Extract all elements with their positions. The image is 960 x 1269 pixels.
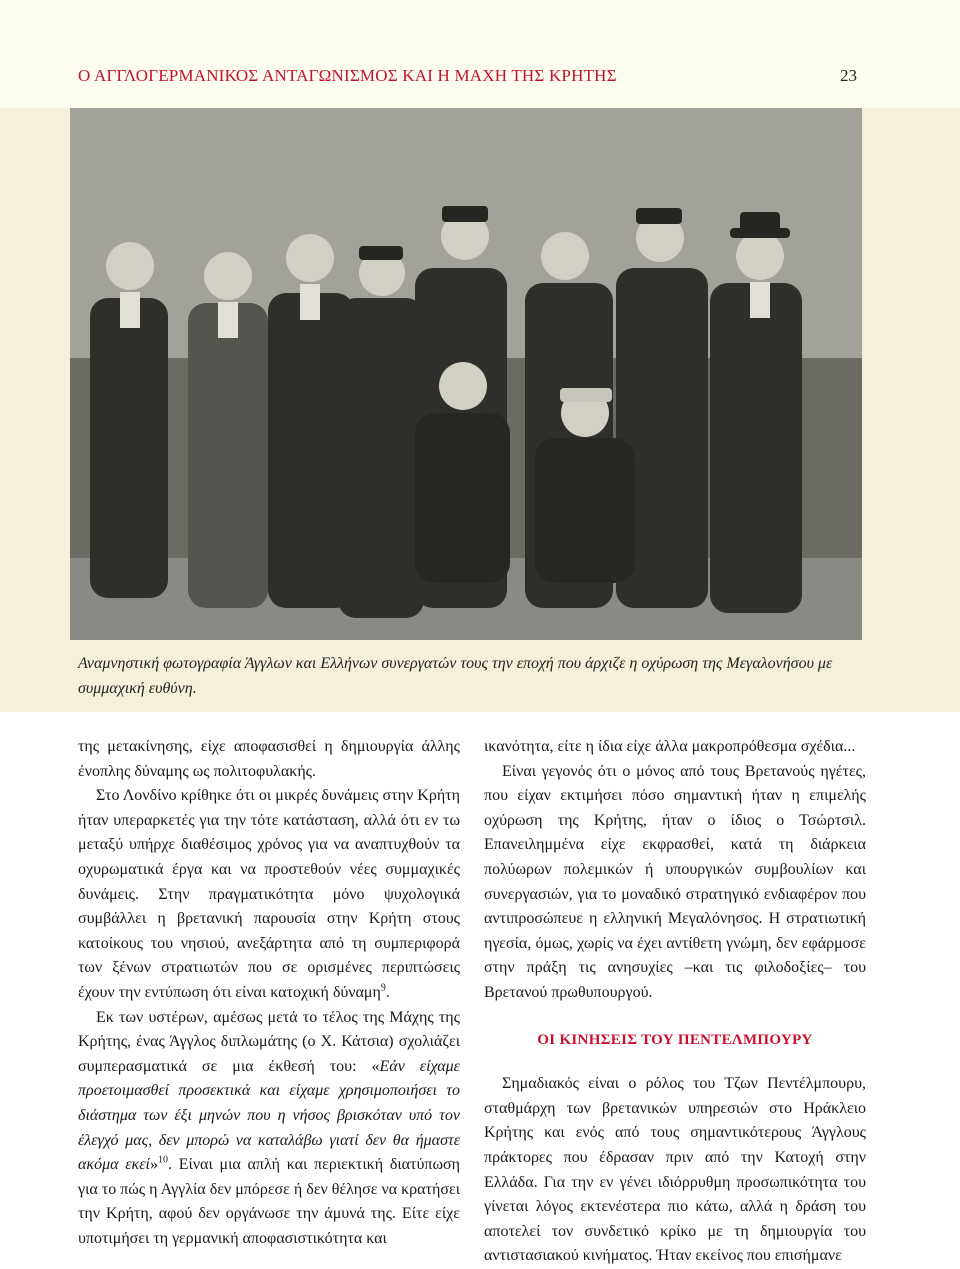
- footnote-marker: 10: [158, 1154, 168, 1166]
- footnote-marker: 9: [380, 982, 386, 994]
- paragraph: Είναι γεγονός ότι ο μόνος από τους Βρετανούς ηγέτες, που είχαν εκτιμήσει πόσο σημαντική ήταν η επιμελής οχύρωση της Κρήτης, ήταν ο ίδιος ο Τσώρτσιλ. Επανειλημμένα είχε εκφρασθεί, κατά τη διάρκεια πολύωρων πολεμικών ή υπουργικών συμβουλίων και συνεργασιών, για το μοναδικό στρατηγικό ενδιαφέρον που αντιπροσώπευε η ελληνική Μεγαλόνησος. Η στρατιωτική ηγεσία, όμως, χωρίς να έχει αντίθετη γνώμη, δεν εφάρμοσε στην πράξη τις ανησυχίες –και τις φιλοδοξίες– του Βρετανού πρωθυπουργού.: [484, 762, 866, 1001]
- paragraph: ικανότητα, είτε η ίδια είχε άλλα μακροπρόθεσμα σχέδια...: [484, 738, 856, 755]
- quotation: Εάν είχαμε προετοιμασθεί προσεκτικά και είχαμε χρησιμοποιήσει το διάστημα των έξι μηνών που η νήσος βρισκόταν υπό τον έλεγχό μας, δεν μπορώ να καταλάβω γιατί δεν θα ήμαστε ακόμα εκεί: [78, 1057, 460, 1174]
- section-heading: ΟΙ ΚΙΝΗΣΕΙΣ ΤΟΥ ΠΕΝΤΕΛΜΠΟΥΡΥ: [537, 1031, 813, 1048]
- page-number: 23: [840, 66, 857, 85]
- left-column: [78, 735, 460, 1251]
- right-column: [484, 735, 866, 1269]
- page-header: [0, 0, 960, 108]
- paragraph-text: Εκ των υστέρων, αμέσως μετά το τέλος της Μάχης της Κρήτης, ένας Άγγλος διπλωμάτης (ο Χ. Κάτσια) σχολιάζει συμπερασματικά σε μια έκθεσή του: «: [78, 1008, 460, 1075]
- paragraph-text: Στο Λονδίνο κρίθηκε ότι οι μικρές δυνάμεις στην Κρήτη ήταν υπεραρκετές για την τότε κατάσταση, αλλά ότι εν τω μεταξύ υπήρχε διαθέσιμος χρόνος για να αναπτυχθούν τα οχυρωματικά έργα και να προστεθούν νέες συμμαχικές δυνάμεις. Στην πραγματικότητα μόνο ψυχολογικά συμβάλλει η βρετανική παρουσία στην Κρήτη στους κατοίκους του νησιού, ανεξάρτητα από τη συμπεριφορά των ξένων στρατιωτών που σε ορισμένες περιπτώσεις έχουν την εντύπωση ότι είναι κατοχική δύναμη: [78, 787, 460, 1001]
- paragraph: [78, 784, 460, 1005]
- running-title: Ο ΑΓΓΛΟΓΕΡΜΑΝΙΚΟΣ ΑΝΤΑΓΩΝΙΣΜΟΣ ΚΑΙ Η ΜΑΧΗ ΤΗΣ ΚΡΗΤΗΣ: [78, 66, 617, 85]
- group-photograph: [70, 108, 862, 640]
- paragraph-text: . Είναι μια απλή και περιεκτική διατύπωση για το πώς η Αγγλία δεν μπόρεσε ή δεν θέλησε να κρατήσει την Κρήτη, αφού δεν οργάνωσε την άμυνά της. Είτε είχε υποτιμήσει τη γερμανική αποφασιστικότητα και: [78, 1156, 461, 1247]
- photo-caption: Αναμνηστική φωτογραφία Άγγλων και Ελλήνων συνεργατών τους την εποχή που άρχιζε η οχύρωση της Μεγαλονήσου με συμμαχική ευθύνη.: [78, 655, 833, 697]
- paragraph: [78, 1006, 460, 1252]
- paragraph: της μετακίνησης, είχε αποφασισθεί η δημιουργία άλλης ένοπλης δύναμης ως πολιτοφυλακής.: [78, 738, 460, 780]
- quote-close: »: [150, 1156, 158, 1174]
- paragraph-end: .: [385, 983, 390, 1001]
- paragraph: Σημαδιακός είναι ο ρόλος του Τζων Πεντέλμπουρυ, σταθμάρχη των βρετανικών υπηρεσιών στο Ηράκλειο Κρήτης και ενός από τους σημαντικότερους Άγγλους πράκτορες που έδρασαν πριν από την Κατοχή στην Ελλάδα. Για την εν γένει ιδιόρρυθμη προσωπικότητα του γίνεται λόγος εκτενέστερα πιο κάτω, αλλά η δράση του αποτελεί τον συνδετικό κρίκο με τη δημιουργία του αντιστασιακού κινήματος. Ήταν εκείνος που επισήμανε: [484, 1075, 866, 1265]
